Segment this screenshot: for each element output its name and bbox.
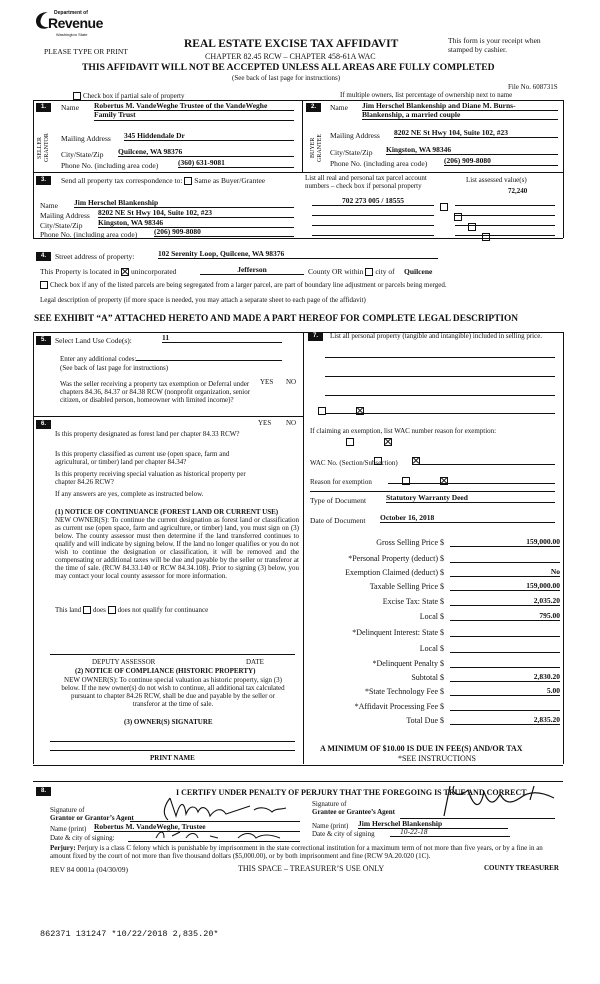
assessed-field-4[interactable] [455, 226, 555, 236]
section-1-number: 1. [36, 103, 51, 112]
tax-row-dollar: $ [440, 673, 444, 682]
logo-top: Department of [54, 10, 88, 16]
s3-city-label: City/State/Zip [40, 221, 83, 230]
tax-row-dollar: $ [440, 597, 444, 606]
tax-row-value[interactable]: No [450, 567, 560, 577]
partial-sale: Check box if partial sale of property [73, 92, 184, 100]
seller-mail-label: Mailing Address [61, 134, 111, 143]
tax-row-label: Local [419, 644, 438, 653]
notice-2-body: NEW OWNER(S): To continue special valuation as historic property, sign (3) below. If the new owner(s) do not wish to continue, all additional tax calculated pursuant to chapter 84.26 RCW, shall be due and payable by the seller or transferor at the time of sale. [61, 676, 285, 708]
assessed-field-1[interactable] [455, 196, 555, 206]
assessed-value: 72,240 [508, 187, 528, 195]
wac-field[interactable] [420, 455, 555, 465]
s3-phone-label: Phone No. (including area code) [40, 230, 138, 239]
tax-row-value[interactable] [450, 658, 560, 668]
print-name-label: PRINT NAME [150, 754, 195, 762]
tax-row-label: Subtotal [411, 673, 438, 682]
deputy-date: DATE [246, 658, 264, 666]
tax-row-dollar: $ [440, 644, 444, 653]
assessed-label: List assessed value(s) [466, 176, 527, 184]
tax-row-value[interactable] [450, 553, 560, 563]
buyer-name-line1[interactable]: Jim Herschel Blankenship and Diane M. Burns- [362, 101, 558, 111]
parcel-1-personal-checkbox[interactable] [440, 203, 448, 211]
tax-row [308, 626, 564, 638]
deputy-assessor: DEPUTY ASSESSOR [92, 658, 156, 666]
see-back: (See back of last page for instructions) [232, 74, 341, 82]
section-8-number: 8. [36, 787, 51, 796]
tax-row-value[interactable]: 2,035.20 [450, 596, 560, 606]
tax-row-label: Excise Tax: State [382, 597, 438, 606]
grantee-signature-icon [430, 780, 570, 820]
tax-row-label: Local [419, 612, 438, 621]
tax-row-label: Total Due [406, 716, 438, 725]
if-yes-note: If any answers are yes, complete as instructed below. [55, 490, 204, 498]
tax-row-label: *State Technology Fee [364, 687, 438, 696]
s6-no-header: NO [286, 419, 297, 427]
buyer-name-line2[interactable]: Blankenship, a married couple [362, 110, 558, 120]
grantor-name-label: Name (print) [50, 825, 87, 833]
tax-row-label: Gross Selling Price [376, 538, 438, 547]
seller-mail-field[interactable]: 345 Hiddendale Dr [124, 131, 294, 141]
tax-row [308, 671, 564, 683]
doc-type-field[interactable]: Statutory Warranty Deed [386, 493, 555, 503]
forest-question: Is this property designated as forest land per chapter 84.33 RCW? [55, 430, 240, 438]
tax-row-value[interactable]: 159,000.00 [450, 537, 560, 547]
within-city-checkbox[interactable] [365, 268, 373, 276]
tax-row-value[interactable] [450, 701, 560, 711]
section-6-number: 6. [36, 420, 51, 429]
notice-1-title: (1) NOTICE OF CONTINUANCE (FOREST LAND OR CURRENT USE) [55, 508, 279, 516]
buyer-phone-field[interactable]: (206) 909-8080 [444, 156, 558, 166]
seller-side-label: SELLER GRANTOR [37, 133, 50, 163]
parcel-number-1[interactable]: 702 273 005 / 18555 [312, 196, 434, 206]
tax-row [308, 536, 564, 548]
current-use-question: Is this property classified as current use (open space, farm and agricultural, or timber) land per chapter 84.34? [55, 450, 230, 466]
grantor-sig-label-2: Grantor or Grantor’s Agent [50, 814, 134, 822]
tax-row-dollar: $ [440, 568, 444, 577]
tax-row-dollar: $ [440, 659, 444, 668]
notice-1-body: NEW OWNER(S): To continue the current designation as forest land or classification as current use (open space, farm and agriculture, or timber) land, you must sign on (3) below. The county assessor must then determine if the land transferred continues to qualify and will indicate by signing below. If the land no longer qualifies or you do not wish to continue the designation or classification, it will be removed and the compensating or additional taxes will be due and payable by the seller or transferor at the time of sale. (RCW 84.33.140 or RCW 84.34.108). Prior to signing (3) below, you may contact your local county assessor for more information. [55, 516, 299, 580]
additional-codes-field[interactable] [136, 351, 282, 361]
dor-logo [34, 10, 103, 40]
section-4-number: 4. [36, 252, 51, 261]
s5-see-back: (See back of last page for instructions) [60, 364, 169, 372]
grantee-sig-label-1: Signature of [312, 800, 347, 808]
cashier-stamp: 862371 131247 *10/22/2018 2,835.20* [40, 929, 219, 939]
same-as-buyer-checkbox[interactable] [184, 177, 192, 185]
s5-yes-header: YES [260, 378, 274, 386]
section-3-number: 3. [36, 176, 51, 185]
reason-field[interactable] [388, 474, 555, 484]
buyer-side-label: BUYER GRANTEE [310, 134, 323, 162]
notice-2-title: (2) NOTICE OF COMPLIANCE (HISTORIC PROPERTY) [75, 667, 256, 675]
personal-property-label: List all personal property (tangible and intangible) included in selling price. [330, 332, 543, 340]
s3-phone-field[interactable]: (206) 909-8080 [154, 227, 294, 237]
doc-type-label: Type of Document [310, 496, 367, 505]
receipt-note: This form is your receipt when stamped by cashier. [448, 36, 541, 54]
tax-row [308, 657, 564, 669]
buyer-name-label: Name [330, 103, 348, 112]
seller-city-label: City/State/Zip [61, 150, 104, 159]
s6-yes-header: YES [258, 419, 272, 427]
tax-row-label: Exemption Claimed (deduct) [345, 568, 438, 577]
tax-row-dollar: $ [440, 612, 444, 621]
tax-row-label: *Affidavit Processing Fee [354, 702, 438, 711]
seller-city-field[interactable]: Quilcene, WA 98376 [118, 147, 294, 157]
tax-row-label: *Delinquent Penalty [372, 659, 438, 668]
grantor-date-label: Date & city of signing: [50, 834, 115, 842]
seller-name-line1[interactable] [94, 101, 294, 119]
logo-sub: Washington State [56, 32, 88, 37]
tax-row-value[interactable]: 2,830.20 [450, 672, 560, 682]
land-does-not-checkbox[interactable] [108, 606, 116, 614]
tax-row-label: *Delinquent Interest: State [352, 628, 438, 637]
minimum-due: A MINIMUM OF $10.00 IS DUE IN FEE(S) AND/OR TAX [320, 744, 523, 753]
tax-row-dollar: $ [440, 538, 444, 547]
tax-row-value[interactable] [450, 627, 560, 637]
file-no: File No. 608731S [508, 83, 558, 91]
land-does-checkbox[interactable] [83, 606, 91, 614]
parcel-number-4[interactable] [312, 226, 434, 236]
seller-name-label: Name [61, 103, 79, 112]
county-field[interactable]: Jefferson [200, 265, 304, 275]
this-land-line: This land does does not qualify for continuance [55, 606, 209, 614]
tax-row-dollar: $ [440, 702, 444, 711]
grantee-date-label: Date & city of signing [312, 830, 375, 838]
tax-row-value[interactable] [450, 643, 560, 653]
see-instructions: *SEE INSTRUCTIONS [398, 754, 477, 763]
parcel-list-label: List all real and personal tax parcel account numbers – check box if personal property [305, 174, 427, 190]
historic-question: Is this property receiving special valuation as historical property per chapter 84.26 RCW? [55, 470, 246, 486]
logo-main: Revenue [48, 15, 103, 31]
buyer-mail-field[interactable]: 8202 NE St Hwy 104, Suite 102, #23 [394, 128, 558, 138]
tax-row-dollar: $ [440, 628, 444, 637]
grantee-sig-label-2: Grantee or Grantee’s Agent [312, 808, 396, 816]
form-chapter: CHAPTER 82.45 RCW – CHAPTER 458-61A WAC [205, 52, 376, 61]
wac-label: WAC No. (Section/Subsection) [310, 459, 398, 467]
tax-row [308, 566, 564, 578]
form-title: REAL ESTATE EXCISE TAX AFFIDAVIT [184, 38, 399, 50]
assessed-field-3[interactable] [455, 216, 555, 226]
city-value: Quilcene [404, 267, 433, 276]
send-correspondence: Send all property tax correspondence to: Same as Buyer/Grantee [61, 176, 266, 185]
seller-phone-label: Phone No. (including area code) [61, 161, 159, 170]
tax-row-dollar: $ [440, 716, 444, 725]
tax-row [308, 610, 564, 622]
multiple-owners: If multiple owners, list percentage of ownership next to name [340, 91, 513, 99]
street-label: Street address of property: [55, 252, 135, 261]
exhibit-a: SEE EXHIBIT “A” ATTACHED HERETO AND MADE A PART HEREOF FOR COMPLETE LEGAL DESCRIPTION [34, 314, 519, 324]
not-accepted-warning: THIS AFFIDAVIT WILL NOT BE ACCEPTED UNLESS ALL AREAS ARE FULLY COMPLETED [82, 62, 495, 73]
s5-no-header: NO [286, 378, 297, 386]
assessed-field-2[interactable] [455, 206, 555, 216]
exemption-wac-label: If claiming an exemption, list WAC number reason for exemption: [310, 427, 497, 435]
seller-phone-field[interactable]: (360) 631-9081 [178, 158, 294, 168]
grantor-sig-label-1: Signature of [50, 806, 85, 814]
buyer-city-field[interactable]: Kingston, WA 98346 [386, 145, 558, 155]
forest-yes-checkbox[interactable] [346, 438, 354, 446]
tax-row-dollar: $ [440, 554, 444, 563]
section-5-number: 5. [36, 336, 51, 345]
buyer-city-label: City/State/Zip [330, 148, 373, 157]
grantor-name-field[interactable]: Robertus M. VandeWeghe, Trustee [94, 822, 300, 832]
treasurer-use: THIS SPACE – TREASURER’S USE ONLY [238, 864, 385, 873]
grantee-date: 10-22-18 [400, 827, 428, 836]
tax-row [308, 685, 564, 697]
section-7-number: 7. [308, 332, 323, 341]
buyer-phone-label: Phone No. (including area code) [330, 159, 428, 168]
legal-desc-label: Legal description of property (if more space is needed, you may attach a separate sheet to each page of the affidavit) [40, 296, 366, 304]
current-use-no-checkbox[interactable] [412, 457, 420, 465]
seller-name: Robertus M. VandeWeghe Trustee of the VandeWeghe Family Trust [94, 101, 268, 119]
s3-name-field[interactable]: Jim Herschel Blankenship [74, 198, 294, 208]
exemption-question: Was the seller receiving a property tax exemption or Deferral under chapters 84.36, 84.37 or 84.38 RCW (nonprofit organization, senior citizen, or disabled person, homeowner with limited income)? [60, 380, 251, 404]
section-2-number: 2. [306, 103, 321, 112]
rev-number: REV 84 0001a (04/30/09) [50, 865, 128, 874]
tax-row-value[interactable]: 795.00 [450, 611, 560, 621]
tax-row-value[interactable]: 2,835.20 [450, 715, 560, 725]
grantee-name-field[interactable]: Jim Herschel Blankenship [358, 819, 508, 829]
tax-row-label: *Personal Property (deduct) [348, 554, 438, 563]
doc-date-label: Date of Document [310, 516, 366, 525]
tax-row [308, 580, 564, 592]
parcel-number-2[interactable] [312, 206, 434, 216]
tax-row [308, 642, 564, 654]
segregated-checkbox[interactable] [40, 281, 48, 289]
grantee-name-label: Name (print) [312, 822, 349, 830]
county-treasurer: COUNTY TREASURER [484, 864, 559, 872]
unincorporated-checkbox[interactable] [121, 268, 129, 276]
tax-row [308, 552, 564, 564]
additional-codes-label: Enter any additional codes: [60, 355, 137, 363]
buyer-mail-label: Mailing Address [330, 131, 380, 140]
s3-name-label: Name [40, 201, 58, 210]
street-field[interactable]: 102 Serenity Loop, Quilcene, WA 98376 [158, 249, 438, 259]
tax-row-value[interactable]: 5.00 [450, 686, 560, 696]
tax-row-value[interactable]: 159,000.00 [450, 581, 560, 591]
grantor-date-handwriting-icon [150, 826, 290, 842]
county-or-within: County OR within city of [308, 267, 395, 276]
segregated-line: Check box if any of the listed parcels are being segregated from a larger parcel, are part of boundary line adjustment or parcels being merged. [40, 281, 570, 289]
s3-mail-field[interactable]: 8202 NE St Hwy 104, Suite 102, #23 [98, 208, 294, 218]
exemption-yes-checkbox[interactable] [318, 407, 326, 415]
perjury-text: Perjury: Perjury is a class C felony which is punishable by imprisonment in the state correctional institution for a maximum term of not more than five years, or by a fine in an amount fixed by the court of not more than five thousand dollars ($5,000.00), or by both imprisonment and fine (RCW 9A.20.020 (1C). [50, 844, 543, 860]
exemption-no-checkbox[interactable] [356, 407, 364, 415]
doc-date-field[interactable]: October 16, 2018 [380, 513, 555, 523]
tax-row [308, 714, 564, 726]
land-use-field[interactable]: 11 [162, 333, 282, 343]
land-use-label: Select Land Use Code(s): [55, 336, 132, 345]
please-type: PLEASE TYPE OR PRINT [44, 47, 128, 56]
tax-row [308, 700, 564, 712]
tax-row [308, 595, 564, 607]
located-line: This Property is located in unincorporated [40, 267, 177, 276]
forest-no-checkbox[interactable] [384, 438, 392, 446]
tax-row-dollar: $ [440, 582, 444, 591]
s3-city-field[interactable]: Kingston, WA 98346 [98, 218, 294, 228]
s3-mail-label: Mailing Address [40, 211, 90, 220]
tax-row-dollar: $ [440, 687, 444, 696]
grantee-date-field[interactable] [390, 827, 510, 837]
owner-signature-label: (3) OWNER(S) SIGNATURE [124, 718, 213, 726]
certify-line: I CERTIFY UNDER PENALTY OF PERJURY THAT THE FOREGOING IS TRUE AND CORRECT [176, 788, 527, 797]
reason-label: Reason for exemption [310, 478, 372, 486]
parcel-number-3[interactable] [312, 216, 434, 226]
tax-row-label: Taxable Selling Price [369, 582, 438, 591]
